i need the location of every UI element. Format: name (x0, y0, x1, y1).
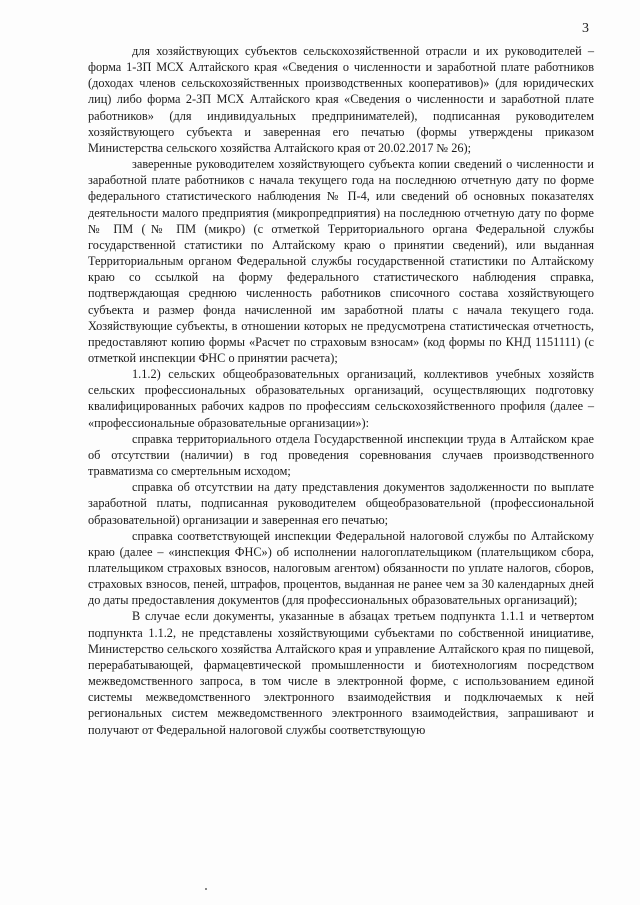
paragraph-subsection-1-1-2: 1.1.2) сельских общеобразовательных организаций, коллективов учебных хозяйств сельских профессиональных образовательных организаций, осуществляющих подготовку квалифицированных рабочих кадров по профессиям сельскохозяйственного профиля (далее – «профессиональные образовательные организации»): (88, 367, 594, 430)
document-body (88, 43, 594, 738)
paragraph-statistics-copies: заверенные руководителем хозяйствующего субъекта копии сведений о численности и заработной плате работников с начала текущего года на последнюю отчетную дату по форме федерального статистического наблюдения № П-4, или сведений об основных показателях деятельности малого предприятия (микропредприятия) на последнюю отчетную дату по форме № ПМ (№ ПМ (микро) (с отметкой Территориального органа Федеральной службы государственной статистики по Алтайскому краю о принятии сведений), или выданная Территориальным органом Федеральной службы государственной статистики по Алтайскому краю со ссылкой на форму федерального статистического наблюдения справка, подтверждающая среднюю численность работников списочного состава хозяйствующего субъекта и размер фонда начисленной им заработной платы с начала текущего года. Хозяйствующие субъекты, в отношении которых не предусмотрена статистическая отчетность, предоставляют копию формы «Расчет по страховым взносам» (код формы по КНД 1151111) (с отметкой инспекции ФНС о принятии расчета); (88, 157, 594, 365)
paragraph-interagency-request: В случае если документы, указанные в абзацах третьем подпункта 1.1.1 и четвертом подпункта 1.1.2, не представлены хозяйствующими субъектами по собственной инициативе, Министерство сельского хозяйства Алтайского края и управление Алтайского края по пищевой, перерабатывающей, фармацевтической промышленности и биотехнологиям посредством межведомственного запроса, в том числе в электронной форме, с использованием единой системы межведомственного электронного взаимодействия и подключаемых к ней региональных систем межведомственного электронного взаимодействия, запрашивают и получают от Федеральной налоговой службы соответствующую (88, 609, 594, 737)
paragraph-tax-inspection-certificate: справка соответствующей инспекции Федеральной налоговой службы по Алтайскому краю (далее – «инспекция ФНС») об исполнении налогоплательщиком (плательщиком сбора, плательщиком страховых взносов, налоговым агентом) обязанности по уплате налогов, сборов, страховых взносов, пеней, штрафов, процентов, выданная не ранее чем за 30 календарных дней до даты предоставления документов (для профессиональных образовательных организаций); (88, 528, 594, 608)
paragraph-forms-zp: для хозяйствующих субъектов сельскохозяйственной отрасли и их руководителей – форма 1-ЗП МСХ Алтайского края «Сведения о численности и заработной плате работников (доходах членов сельскохозяйственных производственных кооперативов)» (для юридических лиц) либо форма 2-ЗП МСХ Алтайского края «Сведения о численности и заработной плате работников» (для индивидуальных предпринимателей), подписанная руководителем хозяйствующего субъекта и заверенная его печатью (формы утверждены приказом Министерства сельского хозяйства Алтайского края от 20.02.2017 № 26); (88, 44, 594, 155)
paragraph-labor-inspection-certificate: справка территориального отдела Государственной инспекции труда в Алтайском крае об отсутствии (наличии) в год проведения соревнования случаев производственного травматизма со смертельным исходом; (88, 431, 594, 479)
page-number: 3 (582, 21, 589, 36)
paragraph-wage-arrears-certificate: справка об отсутствии на дату представления документов задолженности по выплате заработной платы, подписанная руководителем общеобразовательной (профессиональной образовательной) организации и заверенная его печатью; (88, 480, 594, 527)
scan-artifact (205, 888, 207, 890)
